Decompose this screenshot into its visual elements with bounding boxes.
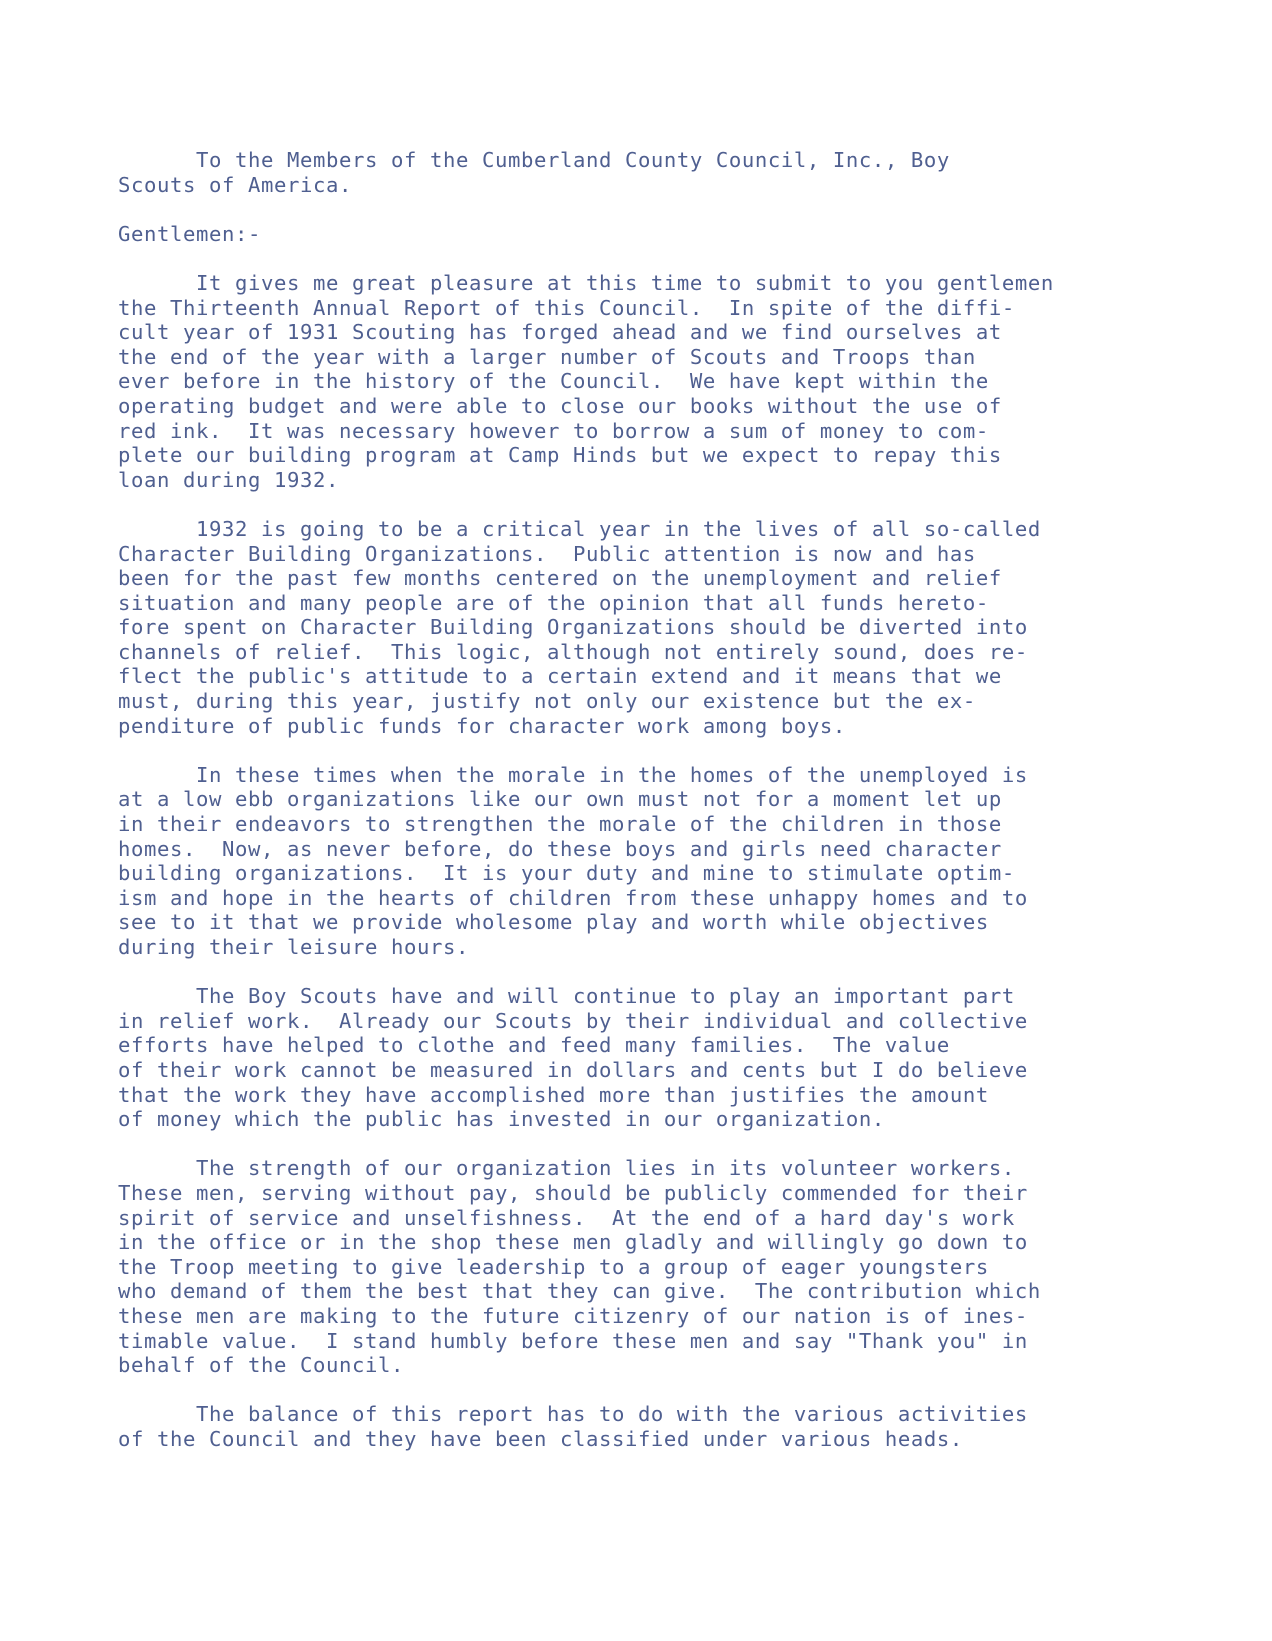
paragraph-line: building organizations. It is your duty and mine to stimulate optim- bbox=[118, 861, 1015, 886]
paragraph-line: in their endeavors to strengthen the morale of the children in those bbox=[118, 812, 1002, 837]
paragraph-line: efforts have helped to clothe and feed many families. The value bbox=[118, 1033, 950, 1058]
paragraph-line: flect the public's attitude to a certain extend and it means that we bbox=[118, 664, 1002, 689]
paragraph-line: The balance of this report has to do with the various activities bbox=[118, 1402, 1028, 1427]
paragraph-line: situation and many people are of the opinion that all funds hereto- bbox=[118, 590, 989, 615]
paragraph-line: the Troop meeting to give leadership to a group of eager youngsters bbox=[118, 1254, 989, 1279]
salutation-line: Gentlemen:- bbox=[118, 221, 261, 246]
paragraph-line: in the office or in the shop these men gladly and willingly go down to bbox=[118, 1230, 1028, 1255]
paragraph-line: who demand of them the best that they can give. The contribution which bbox=[118, 1279, 1041, 1304]
paragraph-line: the end of the year with a larger number of Scouts and Troops than bbox=[118, 344, 976, 369]
paragraph-line: spirit of service and unselfishness. At the end of a hard day's work bbox=[118, 1205, 1015, 1230]
paragraph-line: penditure of public funds for character work among boys. bbox=[118, 713, 846, 738]
paragraph-line: In these times when the morale in the homes of the unemployed is bbox=[118, 762, 1028, 787]
paragraph-volunteers bbox=[118, 1156, 1218, 1377]
letter-body bbox=[118, 148, 1218, 1451]
paragraph-line: red ink. It was necessary however to borrow a sum of money to com- bbox=[118, 418, 989, 443]
address-line: Scouts of America. bbox=[118, 172, 352, 197]
paragraph-line: of money which the public has invested in our organization. bbox=[118, 1107, 885, 1132]
paragraph-line: operating budget and were able to close our books without the use of bbox=[118, 393, 1002, 418]
paragraph-line: the Thirteenth Annual Report of this Council. In spite of the diffi- bbox=[118, 295, 1015, 320]
paragraph-line: must, during this year, justify not only our existence but the ex- bbox=[118, 689, 976, 714]
paragraph-line: plete our building program at Camp Hinds but we expect to repay this bbox=[118, 443, 1002, 468]
paragraph-line: fore spent on Character Building Organizations should be diverted into bbox=[118, 615, 1028, 640]
paragraph-line: The strength of our organization lies in its volunteer workers. bbox=[118, 1156, 1015, 1181]
paragraph-annual-report bbox=[118, 271, 1218, 492]
paragraph-line: ever before in the history of the Council. We have kept within the bbox=[118, 369, 989, 394]
paragraph-line: These men, serving without pay, should be publicly commended for their bbox=[118, 1180, 1028, 1205]
paragraph-critical-year bbox=[118, 517, 1218, 738]
paragraph-morale bbox=[118, 763, 1218, 960]
address-line: To the Members of the Cumberland County Council, Inc., Boy bbox=[118, 148, 950, 172]
paragraph-line: It gives me great pleasure at this time to submit to you gentlemen bbox=[118, 270, 1054, 295]
paragraph-line: The Boy Scouts have and will continue to play an important part bbox=[118, 984, 1015, 1009]
paragraph-line: homes. Now, as never before, do these boys and girls need character bbox=[118, 836, 1002, 861]
paragraph-line: these men are making to the future citizenry of our nation is of ines- bbox=[118, 1303, 1028, 1328]
salutation bbox=[118, 222, 1218, 247]
paragraph-line: Character Building Organizations. Public attention is now and has bbox=[118, 541, 976, 566]
paragraph-line: during their leisure hours. bbox=[118, 935, 469, 959]
paragraph-line: at a low ebb organizations like our own must not for a moment let up bbox=[118, 787, 1002, 812]
paragraph-relief-work bbox=[118, 984, 1218, 1132]
address-block bbox=[118, 148, 1218, 197]
paragraph-line: see to it that we provide wholesome play and worth while objectives bbox=[118, 910, 989, 935]
paragraph-line: that the work they have accomplished more than justifies the amount bbox=[118, 1082, 989, 1107]
paragraph-line: timable value. I stand humbly before these men and say "Thank you" in bbox=[118, 1328, 1028, 1353]
paragraph-line: of the Council and they have been classified under various heads. bbox=[118, 1426, 963, 1451]
paragraph-line: 1932 is going to be a critical year in the lives of all so-called bbox=[118, 516, 1041, 541]
paragraph-line: behalf of the Council. bbox=[118, 1353, 404, 1378]
paragraph-line: been for the past few months centered on the unemployment and relief bbox=[118, 566, 1002, 591]
paragraph-line: cult year of 1931 Scouting has forged ahead and we find ourselves at bbox=[118, 320, 1002, 345]
paragraph-line: ism and hope in the hearts of children from these unhappy homes and to bbox=[118, 885, 1028, 910]
paragraph-line: in relief work. Already our Scouts by their individual and collective bbox=[118, 1008, 1028, 1033]
paragraph-line: loan during 1932. bbox=[118, 467, 339, 492]
paragraph-line: of their work cannot be measured in dollars and cents but I do believe bbox=[118, 1057, 1028, 1082]
paragraph-closing bbox=[118, 1402, 1218, 1451]
paragraph-line: channels of relief. This logic, although not entirely sound, does re- bbox=[118, 639, 1028, 664]
